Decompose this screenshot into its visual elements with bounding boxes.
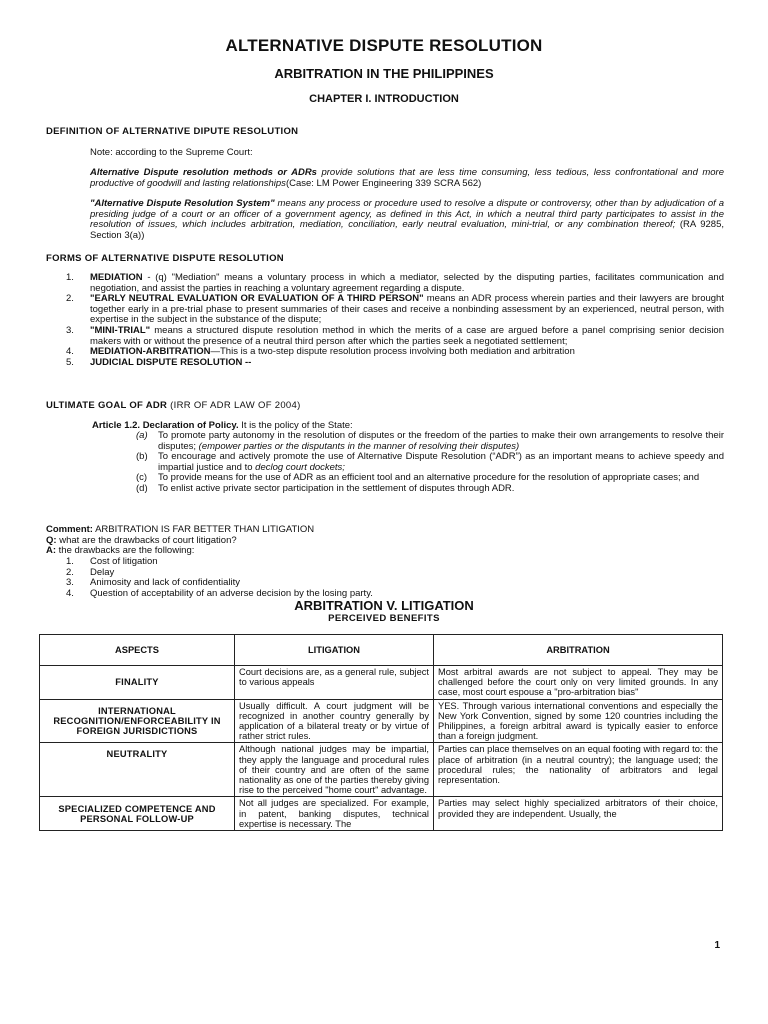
- comparison-table: [39, 634, 723, 831]
- list-item: 4. Question of acceptability of an adverse decision by the losing party.: [66, 587, 373, 599]
- list-item: (c) To provide means for the use of ADR as an efficient tool and an alternative procedure for the resolution of appropriate cases; and: [136, 472, 700, 484]
- list-item: (b) To encourage and actively promote the use of Alternative Dispute Resolution (“ADR”) as an important means to achieve speedy and impartial justice and to declog court dockets;: [136, 451, 724, 473]
- table-row: [40, 743, 723, 797]
- adr-citation: (Case: LM Power Engineering 339 SCRA 562): [285, 177, 482, 189]
- litigation-cell: Usually difficult. A court judgment will be recognized in another country generally by application of a bilateral treaty or by virtue of rather strict rules.: [235, 699, 434, 743]
- comparison-subtitle: PERCEIVED BENEFITS: [328, 613, 440, 624]
- list-item: 4. MEDIATION-ARBITRATION—This is a two-step dispute resolution process involving both mediation and arbitration: [66, 346, 575, 358]
- arbitration-cell: YES. Through various international conventions and especially the New York Convention, signed by some 120 countries including the Philippines, a foreign arbitral award is typically easier to enforce than a foreign judgment.: [434, 699, 723, 743]
- forms-list: [66, 273, 724, 368]
- table-header-row: [40, 635, 723, 666]
- table-row: [40, 666, 723, 700]
- adr-system-definition: means any process or procedure used to resolve a dispute or controversy, other than by adjudication of a presiding judge of a court or an officer of a government agency, as defined in this Act, in which a neutral third party participates to assist in the resolution of issues, which includes arbitration, mediation, conciliation, early neutral evaluation, mini-trial, or any combination thereof;: [90, 198, 724, 230]
- comment-block: [46, 525, 724, 557]
- aspect-cell: INTERNATIONAL RECOGNITION/ENFORCEABILITY IN FOREIGN JURISDICTIONS: [40, 699, 235, 743]
- list-item: 2. Delay: [66, 566, 115, 578]
- adr-system-term: "Alternative Dispute Resolution System": [90, 198, 275, 209]
- litigation-cell: Not all judges are specialized. For example, in patent, banking disputes, technical expertise is necessary. The: [235, 797, 434, 831]
- table-row: [40, 699, 723, 743]
- answer-line: A: the drawbacks are the following:: [46, 545, 195, 557]
- adr-term: Alternative Dispute resolution methods or ADRs: [90, 167, 317, 178]
- litigation-cell: Court decisions are, as a general rule, subject to various appeals: [235, 666, 434, 700]
- document-title: ALTERNATIVE DISPUTE RESOLUTION: [225, 36, 543, 55]
- list-item: 1. MEDIATION - (q) "Mediation" means a voluntary process in which a mediator, selected by the disputing parties, facilitates communication and negotiation, and assist the parties in reaching a voluntary agreement regarding a dispute.: [66, 272, 724, 294]
- column-header-aspects: ASPECTS: [40, 635, 235, 666]
- list-item: 3. "MINI-TRIAL" means a structured dispute resolution method in which the merits of a case are argued before a panel comprising senior decision makers with or without the presence of a neutral third person after which the parties seek a negotiated settlement;: [66, 324, 724, 347]
- definition-paragraph-1: [90, 168, 724, 189]
- chapter-heading: CHAPTER I. INTRODUCTION: [309, 93, 459, 105]
- forms-heading: FORMS OF ALTERNATIVE DISPUTE RESOLUTION: [46, 253, 284, 264]
- definition-note: Note: according to the Supreme Court:: [90, 147, 253, 158]
- column-header-arbitration: ARBITRATION: [434, 635, 723, 666]
- policy-list: [136, 431, 724, 495]
- aspect-cell: FINALITY: [40, 666, 235, 700]
- list-item: (d) To enlist active private sector participation in the settlement of disputes through ADR.: [136, 482, 515, 494]
- adr-system-citation: (RA 9285, Section 3(a)): [90, 219, 724, 241]
- comment-line: Comment: ARBITRATION IS FAR BETTER THAN LITIGATION: [46, 524, 315, 535]
- arbitration-cell: Parties can place themselves on an equal footing with regard to: the place of arbitration (in a neutral country); the language used; the procedural rules; the nationality of arbitrators and legal representation.: [434, 743, 723, 797]
- arbitration-cell: Most arbitral awards are not subject to appeal. They may be challenged before the court only on very limited grounds. In any case, most court espouse a "pro-arbitration bias": [434, 666, 723, 700]
- document-subtitle: ARBITRATION IN THE PHILIPPINES: [274, 66, 494, 81]
- list-item: 3. Animosity and lack of confidentiality: [66, 577, 240, 589]
- article-declaration: Article 1.2. Declaration of Policy. It is the policy of the State:: [92, 420, 353, 431]
- aspect-cell: NEUTRALITY: [40, 743, 235, 797]
- list-item: 1. Cost of litigation: [66, 556, 158, 567]
- table-row: [40, 797, 723, 831]
- column-header-litigation: LITIGATION: [235, 635, 434, 666]
- definition-heading: DEFINITION OF ALTERNATIVE DIPUTE RESOLUTION: [46, 126, 299, 137]
- drawbacks-list: [66, 557, 724, 599]
- question-line: Q: what are the drawbacks of court litigation?: [46, 534, 237, 546]
- page-number: 1: [714, 940, 720, 951]
- aspect-cell: SPECIALIZED COMPETENCE AND PERSONAL FOLLOW-UP: [40, 797, 235, 831]
- goal-heading: ULTIMATE GOAL OF ADR (IRR OF ADR LAW OF 2004): [46, 400, 301, 411]
- list-item: 2. "EARLY NEUTRAL EVALUATION OR EVALUATION OF A THIRD PERSON" means an ADR process wherein parties and their lawyers are brought together early in a pre-trial phase to present summaries of their cases and receive a nonbinding assessment by an experienced, neutral person, with expertise in the subject in the substance of the dispute;: [66, 293, 724, 326]
- list-item: (a) To promote party autonomy in the resolution of disputes or the freedom of the parties to make their own arrangements to resolve their disputes; (empower parties or the disputants in the manner of resolving their disputes): [136, 430, 724, 452]
- litigation-cell: Although national judges may be impartial, they apply the language and procedural rules of their country and are often of the same nationality as one of the parties thereby giving rise to the perceived "home court" advantage.: [235, 743, 434, 797]
- comparison-title: ARBITRATION V. LITIGATION: [294, 598, 474, 613]
- arbitration-cell: Parties may select highly specialized arbitrators of their choice, provided they are independent. Usually, the: [434, 797, 723, 831]
- list-item: 5. JUDICIAL DISPUTE RESOLUTION --: [66, 356, 252, 368]
- definition-paragraph-2: [90, 199, 724, 241]
- adr-definition: provide solutions that are less time consuming, less tedious, less confrontational and more productive of goodwill and lasting relationships: [90, 167, 725, 189]
